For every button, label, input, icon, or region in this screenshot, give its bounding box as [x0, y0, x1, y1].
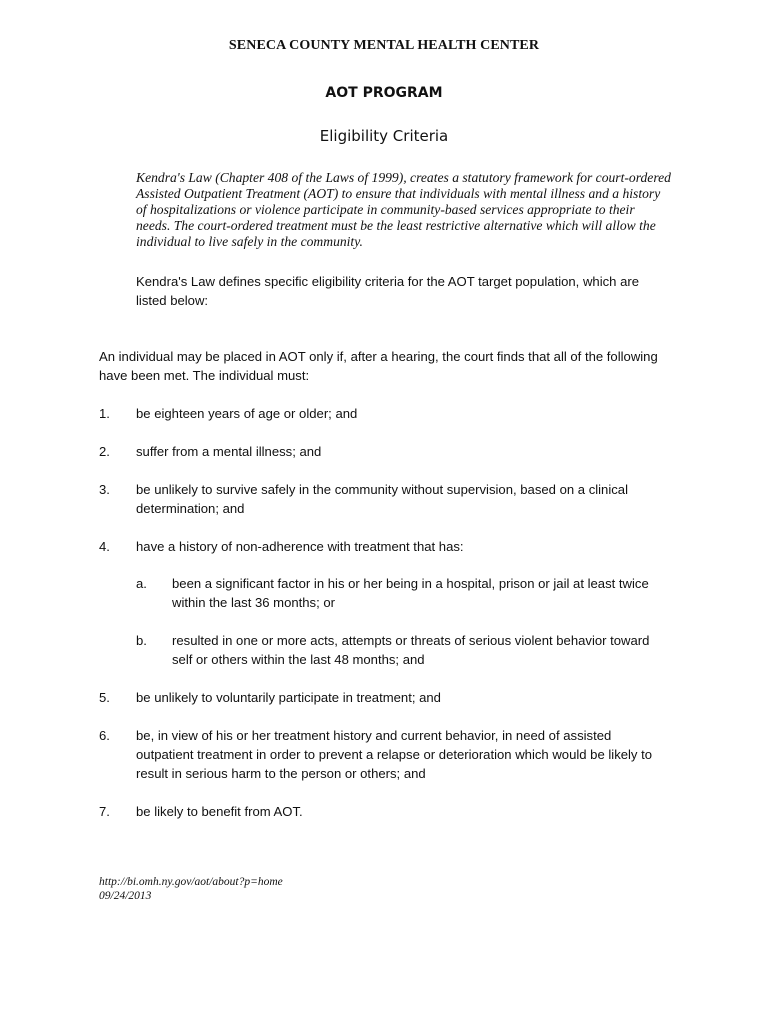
criterion-text: suffer from a mental illness; and: [136, 444, 322, 459]
criterion-letter: b.: [136, 633, 147, 648]
criterion-text: been a significant factor in his or her being in a hospital, prison or jail at least twice within the last 36 months; or: [172, 576, 649, 610]
criterion-text: resulted in one or more acts, attempts or threats of serious violent behavior toward self or others within the last 48 months; and: [172, 633, 650, 667]
criterion-text: be, in view of his or her treatment history and current behavior, in need of assisted outpatient treatment in order to prevent a relapse or deterioration which would be likely to result in serious harm to the person or others; and: [136, 728, 653, 781]
criterion-number: 3.: [99, 482, 110, 497]
criterion-number: 4.: [99, 539, 110, 554]
organization-title: SENECA COUNTY MENTAL HEALTH CENTER: [228, 38, 540, 53]
source-url: http://bi.omh.ny.gov/aot/about?p=home: [99, 876, 283, 888]
individual-paragraph: An individual may be placed in AOT only if, after a hearing, the court finds that all of the following have been met. The individual must:: [99, 349, 658, 383]
criterion-text: be likely to benefit from AOT.: [136, 804, 303, 819]
footer-date: 09/24/2013: [99, 890, 152, 902]
criterion-text: be eighteen years of age or older; and: [136, 406, 358, 421]
defines-paragraph: Kendra's Law defines specific eligibility criteria for the AOT target population, which are listed below:: [136, 274, 639, 308]
criterion-letter: a.: [136, 576, 147, 591]
criterion-number: 5.: [99, 690, 110, 705]
criterion-number: 2.: [99, 444, 110, 459]
criterion-number: 6.: [99, 728, 110, 743]
criterion-text: be unlikely to survive safely in the community without supervision, based on a clinical determination; and: [136, 482, 628, 516]
criterion-text: be unlikely to voluntarily participate in treatment; and: [136, 690, 441, 705]
criterion-number: 1.: [99, 406, 110, 421]
intro-paragraph: Kendra's Law (Chapter 408 of the Laws of 1999), creates a statutory framework for court-ordered Assisted Outpatient Treatment (AOT) to ensure that individuals with mental illness and a history of hospitalizations or violence participate in community-based services appropriate to their needs. The court-ordered treatment must be the least restrictive alternative which will allow the individual to live safely in the community.: [136, 170, 671, 249]
program-title: AOT PROGRAM: [325, 85, 443, 101]
criterion-number: 7.: [99, 804, 110, 819]
footer: [99, 875, 283, 903]
criterion-text: have a history of non-adherence with treatment that has:: [136, 539, 464, 554]
page-subtitle: Eligibility Criteria: [319, 127, 449, 145]
